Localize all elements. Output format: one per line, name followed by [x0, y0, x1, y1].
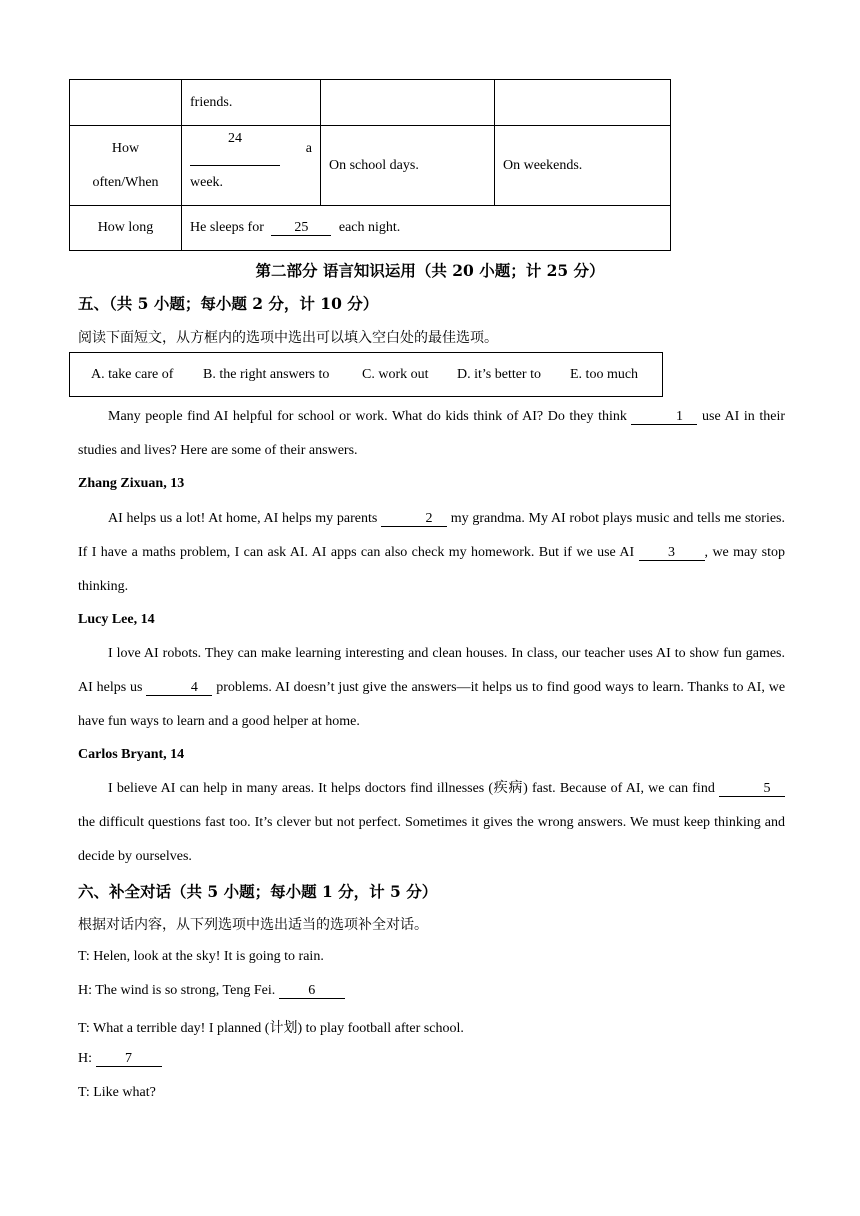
table-cell [321, 80, 495, 126]
cell-text: each night. [338, 220, 401, 235]
table-row [70, 126, 671, 206]
dialogue-line [78, 983, 345, 999]
text: , we may stop thinking. [78, 545, 786, 594]
table-cell [495, 80, 671, 126]
table-cell [182, 126, 321, 206]
section-instruction: 阅读下面短文，从方框内的选项中选出可以填入空白处的最佳选项。 [78, 331, 498, 346]
text: fun games. AI helps us [78, 646, 785, 695]
student-name: Carlos Bryant, 14 [78, 747, 185, 762]
table-cell: How long [70, 206, 182, 251]
table-cell: friends. [182, 80, 321, 126]
table-cell: On school days. [321, 126, 495, 206]
paragraph [78, 637, 785, 739]
info-table [69, 79, 671, 251]
text: my grandma. My AI robot plays music and tells [450, 511, 721, 526]
answer-blank: 24 [190, 132, 280, 166]
section-title: 五、（共 5 小题；每小题 2 分，计 10 分） [78, 294, 379, 313]
paragraph [78, 772, 785, 874]
text: use AI in [702, 409, 755, 424]
option-c: C. work out [362, 367, 429, 382]
table-cell: On weekends. [495, 126, 671, 206]
text: the difficult questions fast too. It’s clever but not perfect. Sometimes it gives the wrong answers. We [78, 815, 649, 830]
cell-text: He sleeps for [190, 220, 264, 235]
text: AI helps us a lot! At home, AI helps my parents [108, 511, 378, 526]
text: their studies and lives? Here are some of their answers. [78, 409, 785, 458]
text: I believe AI can help in many areas. It helps doctors find illnesses (疾病) fast. Because of AI, we can find [108, 781, 715, 796]
table-row [70, 80, 671, 126]
intro-paragraph [78, 400, 785, 468]
answer-blank: 25 [271, 221, 331, 236]
option-e: E. too much [570, 367, 639, 382]
dialogue-line: T: Like what? [78, 1085, 156, 1100]
answer-blank: 1 [631, 410, 697, 425]
text: I love AI robots. They can make learning interesting and clean houses. In class, our teacher uses AI to show [108, 646, 720, 661]
options-box [69, 352, 663, 397]
text: learn. Thanks to AI, we have fun ways to learn and a good helper at home. [78, 680, 786, 729]
student-name: Lucy Lee, 14 [78, 612, 155, 627]
paragraph [78, 502, 785, 604]
cell-text: week. [190, 174, 224, 190]
text: me stories. If I have a maths problem, I can ask AI. AI apps can also check my homework. But if we use AI [78, 511, 785, 560]
option-a: A. take care of [91, 367, 174, 382]
answer-blank: 3 [639, 546, 705, 561]
text: problems. AI doesn’t just give the answers—it helps us to find good ways to [216, 680, 649, 695]
cell-text: How [111, 140, 140, 156]
answer-blank: 5 [719, 782, 785, 797]
student-name: Zhang Zixuan, 13 [78, 476, 185, 491]
answer-blank: 7 [96, 1052, 162, 1067]
table-cell [182, 206, 671, 251]
text: Many people find AI helpful for school or work. What do kids think of AI? Do they think [108, 409, 627, 424]
option-d: D. it’s better to [457, 367, 541, 382]
cell-text: a [305, 140, 312, 156]
section-instruction: 根据对话内容，从下列选项中选出适当的选项补全对话。 [78, 918, 428, 933]
text: must keep thinking and decide by ourselves. [78, 815, 786, 864]
answer-blank: 2 [381, 512, 447, 527]
text: H: [78, 1051, 92, 1066]
table-row [70, 206, 671, 251]
table-cell [70, 126, 182, 206]
option-b: B. the right answers to [203, 367, 330, 382]
dialogue-line: T: Helen, look at the sky! It is going to rain. [78, 949, 324, 964]
answer-blank: 4 [146, 681, 212, 696]
answer-blank: 6 [279, 984, 345, 999]
dialogue-line: T: What a terrible day! I planned (计划) to play football after school. [78, 1021, 464, 1036]
section-title: 六、补全对话（共 5 小题；每小题 1 分，计 5 分） [78, 882, 438, 901]
part-title: 第二部分 语言知识运用（共 20 小题；计 25 分） [255, 261, 605, 280]
dialogue-line [78, 1051, 162, 1067]
table-cell [70, 80, 182, 126]
cell-text: often/When [92, 174, 159, 190]
text: H: The wind is so strong, Teng Fei. [78, 983, 276, 998]
